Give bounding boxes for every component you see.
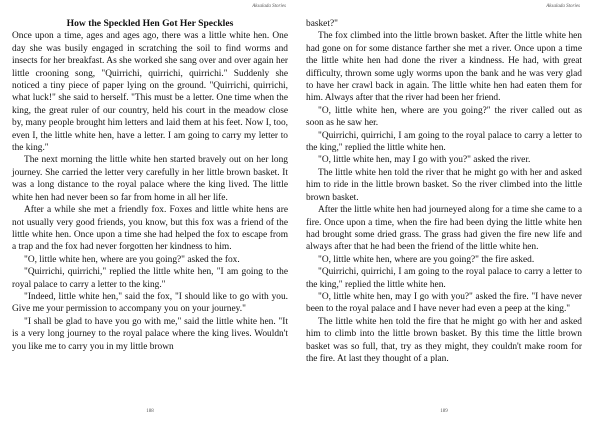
left-paragraphs	[12, 30, 288, 353]
paragraph: After a while she met a friendly fox. Foxes and little white hens are not usually very good friends, you know, but this fox was a friend of the little white hen. Once upon a time she had helped the fox to escape from a trap and the fox had never forgotten her kindness to him.	[12, 205, 288, 253]
right-page	[306, 0, 582, 424]
paragraph: After the little white hen had journeyed along for a time she came to a fire. Once upon a time, when the fire had been dying the little white hen had brought some dried grass. The grass had given the fire new life and always after that he had been the friend of the little white hen.	[306, 205, 582, 253]
paragraph: basket?"	[306, 19, 338, 29]
paragraph: "Quirrichi, quirrichi, I am going to the royal palace to carry a letter to the king," replied the little white hen.	[306, 130, 582, 154]
paragraph: "I shall be glad to have you go with me," said the little white hen. "It is a very long journey to the royal palace where the king lives. Wouldn't you like me to carry you in my little brown	[12, 316, 288, 352]
running-head-right: Aksalada Stories	[546, 4, 580, 9]
paragraph: The fox climbed into the little brown basket. After the little white hen had gone on for some distance farther she met a river. Once upon a time the little white hen had done the river a kindness. He had, with great difficulty, thrown some ugly worms upon the bank and he was very glad to have her crawl back in again. The little white hen had eaten them for him. Always after that the river had been her friend.	[306, 31, 582, 104]
paragraph: "O, little white hen, may I go with you?" asked the river.	[318, 155, 531, 166]
right-page-text	[306, 18, 582, 365]
paragraph: "Indeed, little white hen," said the fox, "I should like to go with you. Give me your permission to accompany you on your journey."	[12, 291, 288, 315]
paragraph: Once upon a time, ages and ages ago, there was a little white hen. One day she was busily engaged in scratching the soil to find worms and insects for her breakfast. As she worked she sang over and over again her little crooning song, "Quirrichi, quirrichi, quirrichi." Suddenly she noticed a tiny piece of paper lying on the ground. "Quirrichi, quirrichi, what luck!" she said to herself. "This must be a letter. One time when the king, the great ruler of our country, held his court in the meadow close by, many people brought him letters and laid them at his feet. Now I, too, even I, the little white hen, have a letter. I am going to carry my letter to the king."	[12, 31, 288, 154]
paragraph: The little white hen told the fire that he might go with her and asked him to climb into the little brown basket. By this time the little brown basket was so full, that, try as they might, they couldn't make room for the fire. At last they thought of a plan.	[306, 316, 582, 364]
paragraph: "Quirrichi, quirrichi, I am going to the royal palace to carry a letter to the king," replied the little white hen.	[306, 267, 582, 290]
page-number-right: 189	[440, 409, 448, 414]
paragraph: "O, little white hen, may I go with you?" asked the fire. "I have never been to the royal palace and I have never had even a peep at the king."	[306, 291, 582, 315]
paragraph: The next morning the little white hen started bravely out on her long journey. She carried the letter very carefully in her little brown basket. It was a long distance to the royal palace where the king lived. The little white hen had never been so far from home in all her life.	[12, 155, 288, 203]
paragraph: "O, little white hen, where are you going?" asked the fox.	[24, 254, 240, 265]
left-page	[12, 0, 288, 424]
running-head-left: Aksalada Stories	[252, 4, 286, 9]
paragraph: "O, little white hen, where are you going?" the fire asked.	[318, 254, 535, 265]
story-title: How the Speckled Hen Got Her Speckles	[66, 18, 234, 29]
paragraph: "Quirrichi, quirrichi," replied the little white hen, "I am going to the royal palace to carry a letter to the king."	[12, 267, 288, 290]
paragraph: "O, little white hen, where are you going?" the river called out as soon as he saw her.	[306, 105, 582, 129]
left-page-text	[12, 18, 288, 353]
right-paragraphs	[306, 18, 582, 365]
page-number-left: 188	[146, 409, 154, 414]
paragraph: The little white hen told the river that he might go with her and asked him to ride in the little brown basket. So the river climbed into the little brown basket.	[306, 167, 582, 203]
